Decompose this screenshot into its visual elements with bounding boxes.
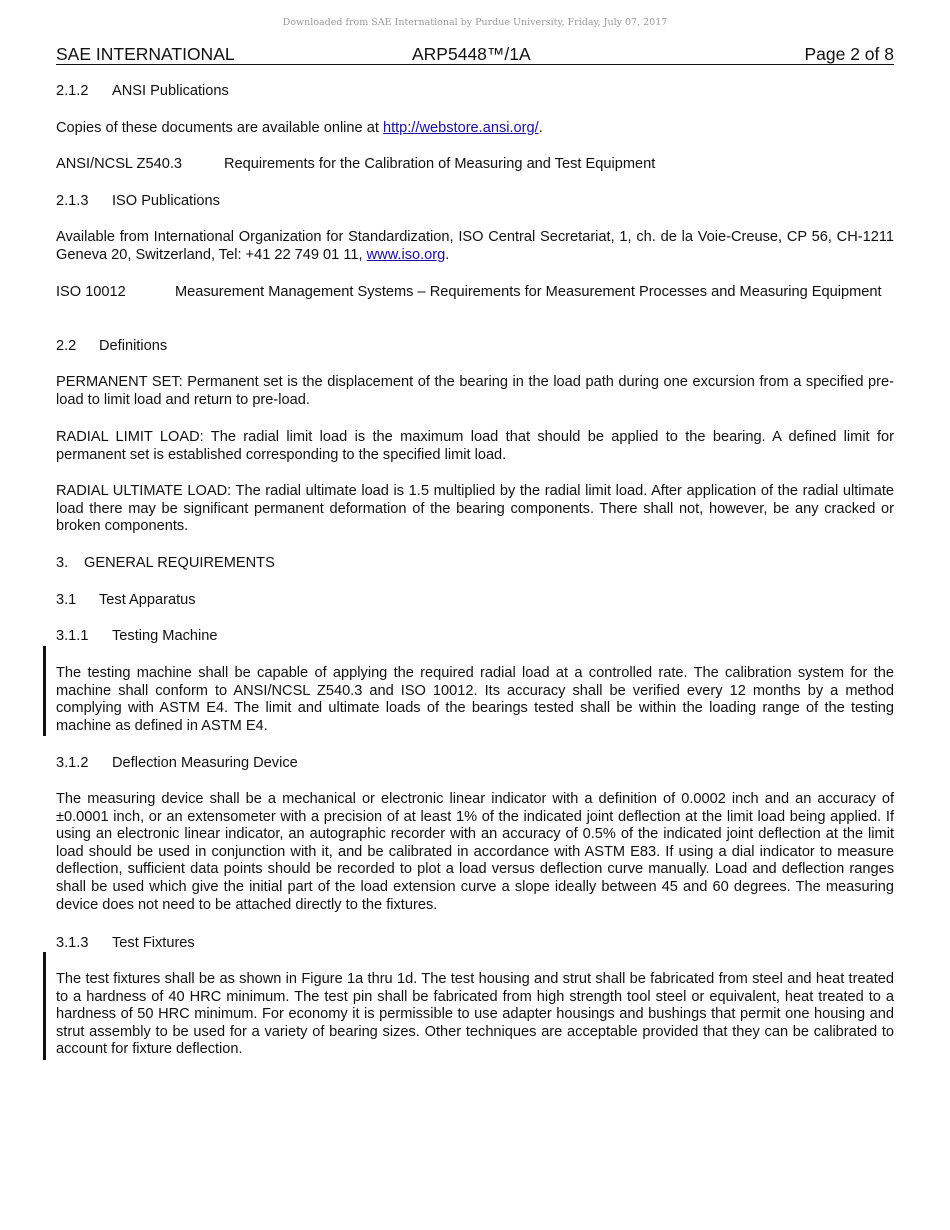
paragraph-3-1-1: The testing machine shall be capable of applying the required radial load at a controlled rate. The calibration system for the machine shall conform to ANSI/NCSL Z540.3 and ISO 10012. Its accuracy shall be verified every 12 months by a method complying with ASTM E4. The limit and ultimate loads of the bearings tested shall be within the loading range of the testing machine as defined in ASTM E4. [56, 665, 894, 734]
revision-change-bar [43, 646, 46, 736]
ansi-availability-paragraph [56, 120, 894, 138]
reference-title: Measurement Management Systems – Requirements for Measurement Processes and Measuring Equipment [175, 284, 882, 300]
section-title: Deflection Measuring Device [112, 755, 298, 771]
section-title: ISO Publications [112, 193, 220, 209]
section-title: ANSI Publications [112, 83, 229, 99]
section-number: 3.1.3 [56, 935, 89, 951]
section-heading-3-1-2 [56, 755, 894, 773]
definition-permanent-set: PERMANENT SET: Permanent set is the displacement of the bearing in the load path during one excursion from a specified pre-load to limit load and return to pre-load. [56, 374, 894, 408]
page-header [56, 44, 894, 65]
definition-radial-limit-load: RADIAL LIMIT LOAD: The radial limit load is the maximum load that should be applied to the bearing. A defined limit for permanent set is established corresponding to the specified limit load. [56, 429, 894, 463]
section-number: 3.1.1 [56, 628, 89, 644]
revision-change-bar [43, 952, 46, 1060]
section-title: Testing Machine [112, 628, 218, 644]
paragraph-3-1-3: The test fixtures shall be as shown in Figure 1a thru 1d. The test housing and strut shall be fabricated from steel and heat treated to a hardness of 40 HRC minimum. The test pin shall be fabricated from high strength tool steel or equivalent, heat treated to a hardness of 50 HRC minimum. For economy it is permissible to use adapter housings and bushings that permit one housing and strut assembly to be used for a variety of bearing sizes. Other techniques are acceptable provided that they can be calibrated to account for fixture deflection. [56, 971, 894, 1058]
header-document-id: ARP5448™/1A [412, 44, 531, 64]
header-page-number: Page 2 of 8 [804, 44, 894, 64]
section-number: 3. [56, 555, 69, 571]
section-title: Definitions [99, 338, 168, 354]
iso-reference-entry [56, 284, 894, 320]
iso-availability-paragraph [56, 229, 894, 264]
ansi-reference-entry [56, 156, 894, 174]
download-watermark: Downloaded from SAE International by Purdue University, Friday, July 07, 2017 [282, 17, 668, 28]
header-organization: SAE INTERNATIONAL [56, 44, 235, 64]
section-title: Test Apparatus [99, 592, 196, 608]
section-number: 2.2 [56, 338, 77, 354]
definition-radial-ultimate-load: RADIAL ULTIMATE LOAD: The radial ultimate load is 1.5 multiplied by the radial limit load. After application of the radial ultimate load there may be significant permanent deformation of the bearing components. There shall not, however, be any cracked or broken components. [56, 483, 894, 535]
iso-website-link[interactable]: www.iso.org [366, 246, 446, 263]
section-title: Test Fixtures [112, 935, 195, 951]
section-number: 3.1.2 [56, 755, 89, 771]
ansi-availability-text: Copies of these documents are available online at [56, 120, 383, 136]
ansi-availability-suffix: . [538, 120, 543, 136]
section-heading-2-2 [56, 338, 894, 356]
section-heading-3-1 [56, 592, 894, 610]
section-title: GENERAL REQUIREMENTS [84, 555, 275, 571]
section-number: 2.1.2 [56, 83, 89, 99]
ansi-webstore-link[interactable]: http://webstore.ansi.org/ [382, 120, 539, 136]
section-number: 3.1 [56, 592, 77, 608]
section-heading-2-1-2 [56, 83, 894, 101]
section-heading-2-1-3 [56, 193, 894, 211]
section-number: 2.1.3 [56, 193, 89, 209]
iso-availability-text: Available from International Organization for Standardization, ISO Central Secretariat, 1, ch. de la Voie-Creuse, CP 56, CH-1211 Geneva 20, Switzerland, Tel: +41 22 749 01 11, [56, 229, 894, 263]
iso-availability-suffix: . [445, 246, 450, 263]
section-heading-3 [56, 555, 894, 573]
reference-title: Requirements for the Calibration of Measuring and Test Equipment [224, 156, 656, 172]
section-heading-3-1-3 [56, 935, 894, 953]
section-heading-3-1-1 [56, 628, 894, 646]
paragraph-3-1-2: The measuring device shall be a mechanical or electronic linear indicator with a definition of 0.0002 inch and an accuracy of ±0.0001 inch, or an extensometer with a precision of at least 1% of the indicated joint deflection at the limit load being applied. If using an electronic linear indicator, an autographic recorder with an accuracy of 0.5% of the indicated joint deflection at the limit load should be used in conjunction with it, and be calibrated in accordance with ASTM E83. If using a dial indicator to measure deflection, sufficient data points should be recorded to plot a load versus deflection curve manually. Load and deflection ranges shall be used which give the initial part of the load extension curve a slope ideally between 45 and 60 degrees. The measuring device does not need to be attached directly to the fixtures. [56, 791, 894, 913]
reference-code: ISO 10012 [56, 284, 126, 300]
reference-code: ANSI/NCSL Z540.3 [56, 156, 182, 172]
